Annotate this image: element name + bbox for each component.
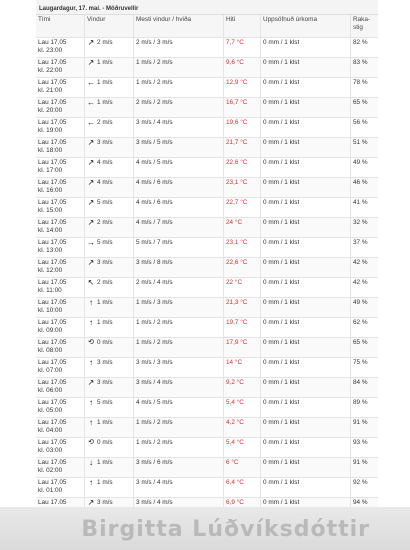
temperature-cell: 14 °C	[224, 358, 261, 377]
max-wind-cell: 4 m/s / 6 m/s	[134, 198, 224, 217]
header-max-wind: Mesti vindur / hviða	[134, 15, 224, 37]
humidity-cell: 78 %	[353, 79, 368, 86]
date-text: Lau 17.05	[38, 459, 67, 466]
clock-text: kl. 14:00	[38, 227, 63, 234]
clock-text: kl. 16:00	[38, 187, 63, 194]
wind-cell	[85, 418, 134, 437]
precipitation-cell: 0 mm / 1 klst	[261, 58, 351, 77]
wind-speed: 5 m/s	[97, 399, 113, 406]
table-row	[36, 278, 378, 298]
precipitation-cell: 0 mm / 1 klst	[261, 378, 351, 397]
wind-direction-arrow-icon: ↓	[89, 458, 93, 467]
precipitation-cell: 0 mm / 1 klst	[261, 438, 351, 457]
table-row	[36, 138, 378, 158]
table-body	[36, 38, 378, 518]
wind-speed: 2 m/s	[97, 279, 113, 286]
precipitation-cell: 0 mm / 1 klst	[261, 158, 351, 177]
humidity-cell: 89 %	[353, 399, 368, 406]
humidity-cell: 49 %	[353, 299, 368, 306]
max-wind-cell: 4 m/s / 5 m/s	[134, 158, 224, 177]
precipitation-cell: 0 mm / 1 klst	[261, 258, 351, 277]
table-row	[36, 78, 378, 98]
wind-direction-arrow-icon: ↗	[87, 158, 95, 167]
weather-observation-table	[36, 4, 378, 518]
clock-text: kl. 01:00	[38, 487, 63, 494]
max-wind-cell: 1 m/s / 2 m/s	[134, 418, 224, 437]
humidity-cell: 83 %	[353, 59, 368, 66]
time-cell	[36, 378, 85, 397]
time-cell	[36, 178, 85, 197]
header-time: Tími	[36, 15, 85, 37]
max-wind-cell: 4 m/s / 5 m/s	[134, 398, 224, 417]
time-cell	[36, 398, 85, 417]
precipitation-cell: 0 mm / 1 klst	[261, 138, 351, 157]
precipitation-cell: 0 mm / 1 klst	[261, 38, 351, 57]
time-cell	[36, 358, 85, 377]
temperature-cell: 23,1 °C	[224, 238, 261, 257]
temperature-cell: 5,4 °C	[224, 438, 261, 457]
date-text: Lau 17.05	[38, 79, 67, 86]
temperature-cell: 24 °C	[224, 218, 261, 237]
humidity-cell: 42 %	[353, 279, 368, 286]
precipitation-cell: 0 mm / 1 klst	[261, 98, 351, 117]
clock-text: kl. 09:00	[38, 327, 63, 334]
wind-speed: 0 m/s	[97, 339, 113, 346]
table-row	[36, 438, 378, 458]
wind-speed: 3 m/s	[97, 139, 113, 146]
time-cell	[36, 98, 85, 117]
wind-speed: 3 m/s	[97, 499, 113, 506]
max-wind-cell: 1 m/s / 3 m/s	[134, 298, 224, 317]
wind-cell	[85, 58, 134, 77]
humidity-cell: 91 %	[353, 419, 368, 426]
time-cell	[36, 418, 85, 437]
humidity-cell: 49 %	[353, 159, 368, 166]
wind-cell	[85, 438, 134, 457]
date-text: Lau 17.05	[38, 439, 67, 446]
humidity-cell: 93 %	[353, 439, 368, 446]
wind-direction-arrow-icon: ↑	[89, 398, 93, 407]
wind-cell	[85, 298, 134, 317]
table-row	[36, 198, 378, 218]
max-wind-cell: 2 m/s / 3 m/s	[134, 38, 224, 57]
clock-text: kl. 08:00	[38, 347, 63, 354]
humidity-cell: 92 %	[353, 479, 368, 486]
precipitation-cell: 0 mm / 1 klst	[261, 338, 351, 357]
wind-speed: 5 m/s	[97, 239, 113, 246]
wind-speed: 0 m/s	[97, 439, 113, 446]
table-row	[36, 358, 378, 378]
wind-speed: 1 m/s	[97, 319, 113, 326]
table-row	[36, 98, 378, 118]
max-wind-cell: 4 m/s / 7 m/s	[134, 218, 224, 237]
table-row	[36, 378, 378, 398]
wind-speed: 1 m/s	[97, 299, 113, 306]
wind-cell	[85, 378, 134, 397]
wind-speed: 3 m/s	[97, 359, 113, 366]
clock-text: kl. 05:00	[38, 407, 63, 414]
wind-cell	[85, 158, 134, 177]
clock-text: kl. 10:00	[38, 307, 63, 314]
max-wind-cell: 3 m/s / 4 m/s	[134, 118, 224, 137]
clock-text: kl. 21:00	[38, 87, 63, 94]
clock-text: kl. 19:00	[38, 127, 63, 134]
wind-cell	[85, 178, 134, 197]
max-wind-cell: 2 m/s / 2 m/s	[134, 98, 224, 117]
wind-cell	[85, 98, 134, 117]
wind-speed: 3 m/s	[97, 259, 113, 266]
wind-cell	[85, 338, 134, 357]
time-cell	[36, 318, 85, 337]
max-wind-cell: 3 m/s / 4 m/s	[134, 478, 224, 497]
wind-direction-arrow-icon: ↗	[87, 498, 95, 507]
clock-text: kl. 18:00	[38, 147, 63, 154]
humidity-cell: 65 %	[353, 339, 368, 346]
time-cell	[36, 458, 85, 477]
time-cell	[36, 158, 85, 177]
wind-cell	[85, 358, 134, 377]
time-cell	[36, 338, 85, 357]
temperature-cell: 9,6 °C	[224, 58, 261, 77]
humidity-cell: 41 %	[353, 199, 368, 206]
table-row	[36, 238, 378, 258]
humidity-cell: 75 %	[353, 359, 368, 366]
clock-text: kl. 06:00	[38, 387, 63, 394]
temperature-cell: 6 °C	[224, 458, 261, 477]
table-row	[36, 478, 378, 498]
temperature-cell: 19,7 °C	[224, 318, 261, 337]
wind-direction-arrow-icon: →	[87, 238, 95, 247]
wind-cell	[85, 318, 134, 337]
date-text: Lau 17.05	[38, 379, 67, 386]
wind-cell	[85, 218, 134, 237]
wind-direction-arrow-icon: ↗	[87, 138, 95, 147]
header-precip: Uppsöfnuð úrkoma	[261, 15, 351, 37]
precipitation-cell: 0 mm / 1 klst	[261, 278, 351, 297]
precipitation-cell: 0 mm / 1 klst	[261, 398, 351, 417]
wind-cell	[85, 458, 134, 477]
temperature-cell: 6,4 °C	[224, 478, 261, 497]
precipitation-cell: 0 mm / 1 klst	[261, 118, 351, 137]
time-cell	[36, 438, 85, 457]
wind-cell	[85, 138, 134, 157]
temperature-cell: 21,7 °C	[224, 138, 261, 157]
wind-direction-arrow-icon: ←	[87, 98, 95, 107]
humidity-cell: 42 %	[353, 259, 368, 266]
wind-direction-arrow-icon: ↗	[87, 198, 95, 207]
max-wind-cell: 3 m/s / 8 m/s	[134, 258, 224, 277]
time-cell	[36, 38, 85, 57]
wind-direction-arrow-icon: ↑	[89, 418, 93, 427]
time-cell	[36, 298, 85, 317]
table-header	[36, 15, 378, 38]
table-row	[36, 458, 378, 478]
clock-text: kl. 23:00	[38, 47, 63, 54]
max-wind-cell: 3 m/s / 3 m/s	[134, 358, 224, 377]
wind-direction-arrow-icon: ←	[87, 118, 95, 127]
wind-direction-arrow-icon: ↗	[87, 258, 95, 267]
clock-text: kl. 07:00	[38, 367, 63, 374]
wind-direction-arrow-icon: ↗	[87, 218, 95, 227]
precipitation-cell: 0 mm / 1 klst	[261, 78, 351, 97]
wind-speed: 2 m/s	[97, 119, 113, 126]
humidity-cell: 46 %	[353, 179, 368, 186]
wind-cell	[85, 38, 134, 57]
humidity-cell: 37 %	[353, 239, 368, 246]
date-text: Lau 17.05	[38, 359, 67, 366]
table-row	[36, 418, 378, 438]
clock-text: kl. 20:00	[38, 107, 63, 114]
precipitation-cell: 0 mm / 1 klst	[261, 458, 351, 477]
table-row	[36, 158, 378, 178]
wind-direction-arrow-icon: ↗	[87, 58, 95, 67]
precipitation-cell: 0 mm / 1 klst	[261, 498, 351, 517]
temperature-cell: 23,1 °C	[224, 178, 261, 197]
wind-speed: 1 m/s	[97, 99, 113, 106]
precipitation-cell: 0 mm / 1 klst	[261, 218, 351, 237]
clock-text: kl. 11:00	[38, 287, 62, 294]
temperature-cell: 6,9 °C	[224, 498, 261, 517]
temperature-cell: 22,6 °C	[224, 258, 261, 277]
precipitation-cell: 0 mm / 1 klst	[261, 178, 351, 197]
table-row	[36, 178, 378, 198]
max-wind-cell: 1 m/s / 2 m/s	[134, 58, 224, 77]
clock-text: kl. 22:00	[38, 67, 63, 74]
humidity-cell: 51 %	[353, 139, 368, 146]
header-humidity: Raka-stig	[353, 16, 371, 31]
wind-speed: 1 m/s	[97, 479, 113, 486]
date-text: Lau 17.05	[38, 499, 67, 506]
max-wind-cell: 2 m/s / 4 m/s	[134, 278, 224, 297]
wind-cell	[85, 78, 134, 97]
max-wind-cell: 3 m/s / 4 m/s	[134, 378, 224, 397]
header-wind: Vindur	[85, 15, 134, 37]
time-cell	[36, 258, 85, 277]
wind-direction-arrow-icon: ↗	[87, 38, 95, 47]
table-row	[36, 38, 378, 58]
clock-text: kl. 13:00	[38, 247, 63, 254]
temperature-cell: 19,6 °C	[224, 118, 261, 137]
table-row	[36, 398, 378, 418]
calm-wind-icon: ⟲	[88, 339, 94, 346]
wind-speed: 2 m/s	[97, 219, 113, 226]
clock-text: kl. 17:00	[38, 167, 63, 174]
wind-speed: 5 m/s	[97, 199, 113, 206]
wind-cell	[85, 398, 134, 417]
wind-direction-arrow-icon: ↗	[87, 178, 95, 187]
calm-wind-icon: ⟲	[88, 439, 94, 446]
table-row	[36, 318, 378, 338]
wind-cell	[85, 478, 134, 497]
header-temp: Hiti	[224, 15, 261, 37]
wind-cell	[85, 238, 134, 257]
table-row	[36, 118, 378, 138]
date-text: Lau 17.05	[38, 419, 67, 426]
precipitation-cell: 0 mm / 1 klst	[261, 198, 351, 217]
wind-direction-arrow-icon: ↑	[89, 298, 93, 307]
wind-speed: 4 m/s	[97, 179, 113, 186]
date-text: Lau 17.05	[38, 139, 67, 146]
time-cell	[36, 78, 85, 97]
table-row	[36, 218, 378, 238]
max-wind-cell: 5 m/s / 7 m/s	[134, 238, 224, 257]
time-cell	[36, 218, 85, 237]
temperature-cell: 9,2 °C	[224, 378, 261, 397]
wind-speed: 3 m/s	[97, 379, 113, 386]
humidity-cell: 56 %	[353, 119, 368, 126]
wind-speed: 1 m/s	[97, 59, 113, 66]
wind-speed: 1 m/s	[97, 419, 113, 426]
time-cell	[36, 58, 85, 77]
wind-direction-arrow-icon: ←	[87, 78, 95, 87]
temperature-cell: 21,3 °C	[224, 298, 261, 317]
clock-text: kl. 04:00	[38, 427, 63, 434]
date-text: Lau 17.05	[38, 479, 67, 486]
wind-direction-arrow-icon: ↗	[87, 378, 95, 387]
time-cell	[36, 118, 85, 137]
photographer-watermark: Birgitta Lúðvíksdóttir	[81, 517, 370, 542]
date-text: Lau 17.05	[38, 179, 67, 186]
precipitation-cell: 0 mm / 1 klst	[261, 238, 351, 257]
wind-direction-arrow-icon: ↑	[89, 358, 93, 367]
wind-speed: 1 m/s	[97, 459, 113, 466]
table-row	[36, 258, 378, 278]
humidity-cell: 91 %	[353, 459, 368, 466]
date-text: Lau 17.05	[38, 199, 67, 206]
time-cell	[36, 278, 85, 297]
wind-speed: 2 m/s	[97, 39, 113, 46]
table-row	[36, 58, 378, 78]
humidity-cell: 62 %	[353, 319, 368, 326]
date-text: Lau 17.05	[38, 239, 67, 246]
date-text: Lau 17.05	[38, 339, 67, 346]
temperature-cell: 22,7 °C	[224, 198, 261, 217]
humidity-cell: 65 %	[353, 99, 368, 106]
max-wind-cell: 3 m/s / 5 m/s	[134, 138, 224, 157]
precipitation-cell: 0 mm / 1 klst	[261, 478, 351, 497]
clock-text: kl. 15:00	[38, 207, 63, 214]
humidity-cell: 32 %	[353, 219, 368, 226]
precipitation-cell: 0 mm / 1 klst	[261, 418, 351, 437]
time-cell	[36, 478, 85, 497]
date-text: Lau 17.05	[38, 279, 67, 286]
humidity-cell: 84 %	[353, 379, 368, 386]
wind-cell	[85, 198, 134, 217]
date-text: Lau 17.05	[38, 299, 67, 306]
date-text: Lau 17.05	[38, 319, 67, 326]
time-cell	[36, 138, 85, 157]
max-wind-cell: 1 m/s / 2 m/s	[134, 318, 224, 337]
precipitation-cell: 0 mm / 1 klst	[261, 318, 351, 337]
date-text: Lau 17.05	[38, 219, 67, 226]
time-cell	[36, 238, 85, 257]
table-row	[36, 338, 378, 358]
wind-direction-arrow-icon: ↖	[87, 278, 95, 287]
clock-text: kl. 02:00	[38, 467, 63, 474]
humidity-cell: 94 %	[353, 499, 368, 506]
date-text: Lau 17.05	[38, 159, 67, 166]
temperature-cell: 12,9 °C	[224, 78, 261, 97]
temperature-cell: 7,7 °C	[224, 38, 261, 57]
date-text: Lau 17.05	[38, 119, 67, 126]
humidity-cell: 82 %	[353, 39, 368, 46]
temperature-cell: 17,9 °C	[224, 338, 261, 357]
precipitation-cell: 0 mm / 1 klst	[261, 358, 351, 377]
table-row	[36, 298, 378, 318]
date-text: Lau 17.05	[38, 59, 67, 66]
date-text: Lau 17.05	[38, 39, 67, 46]
date-text: Lau 17.05	[38, 259, 67, 266]
temperature-cell: 4,2 °C	[224, 418, 261, 437]
temperature-cell: 16,7 °C	[224, 98, 261, 117]
wind-cell	[85, 118, 134, 137]
wind-speed: 4 m/s	[97, 159, 113, 166]
max-wind-cell: 4 m/s / 6 m/s	[134, 178, 224, 197]
wind-speed: 1 m/s	[97, 79, 113, 86]
date-text: Lau 17.05	[38, 399, 67, 406]
precipitation-cell: 0 mm / 1 klst	[261, 298, 351, 317]
temperature-cell: 5,4 °C	[224, 398, 261, 417]
max-wind-cell: 1 m/s / 2 m/s	[134, 338, 224, 357]
wind-direction-arrow-icon: ↑	[89, 478, 93, 487]
clock-text: kl. 12:00	[38, 267, 63, 274]
max-wind-cell: 3 m/s / 4 m/s	[134, 498, 224, 517]
station-title: Laugardagur, 17. maí. - Möðruvellir	[36, 4, 378, 15]
date-text: Lau 17.05	[38, 99, 67, 106]
temperature-cell: 22,6 °C	[224, 158, 261, 177]
wind-direction-arrow-icon: ↑	[89, 318, 93, 327]
max-wind-cell: 1 m/s / 2 m/s	[134, 78, 224, 97]
temperature-cell: 22 °C	[224, 278, 261, 297]
clock-text: kl. 03:00	[38, 447, 63, 454]
max-wind-cell: 1 m/s / 2 m/s	[134, 438, 224, 457]
wind-cell	[85, 278, 134, 297]
max-wind-cell: 3 m/s / 6 m/s	[134, 458, 224, 477]
wind-cell	[85, 258, 134, 277]
time-cell	[36, 198, 85, 217]
